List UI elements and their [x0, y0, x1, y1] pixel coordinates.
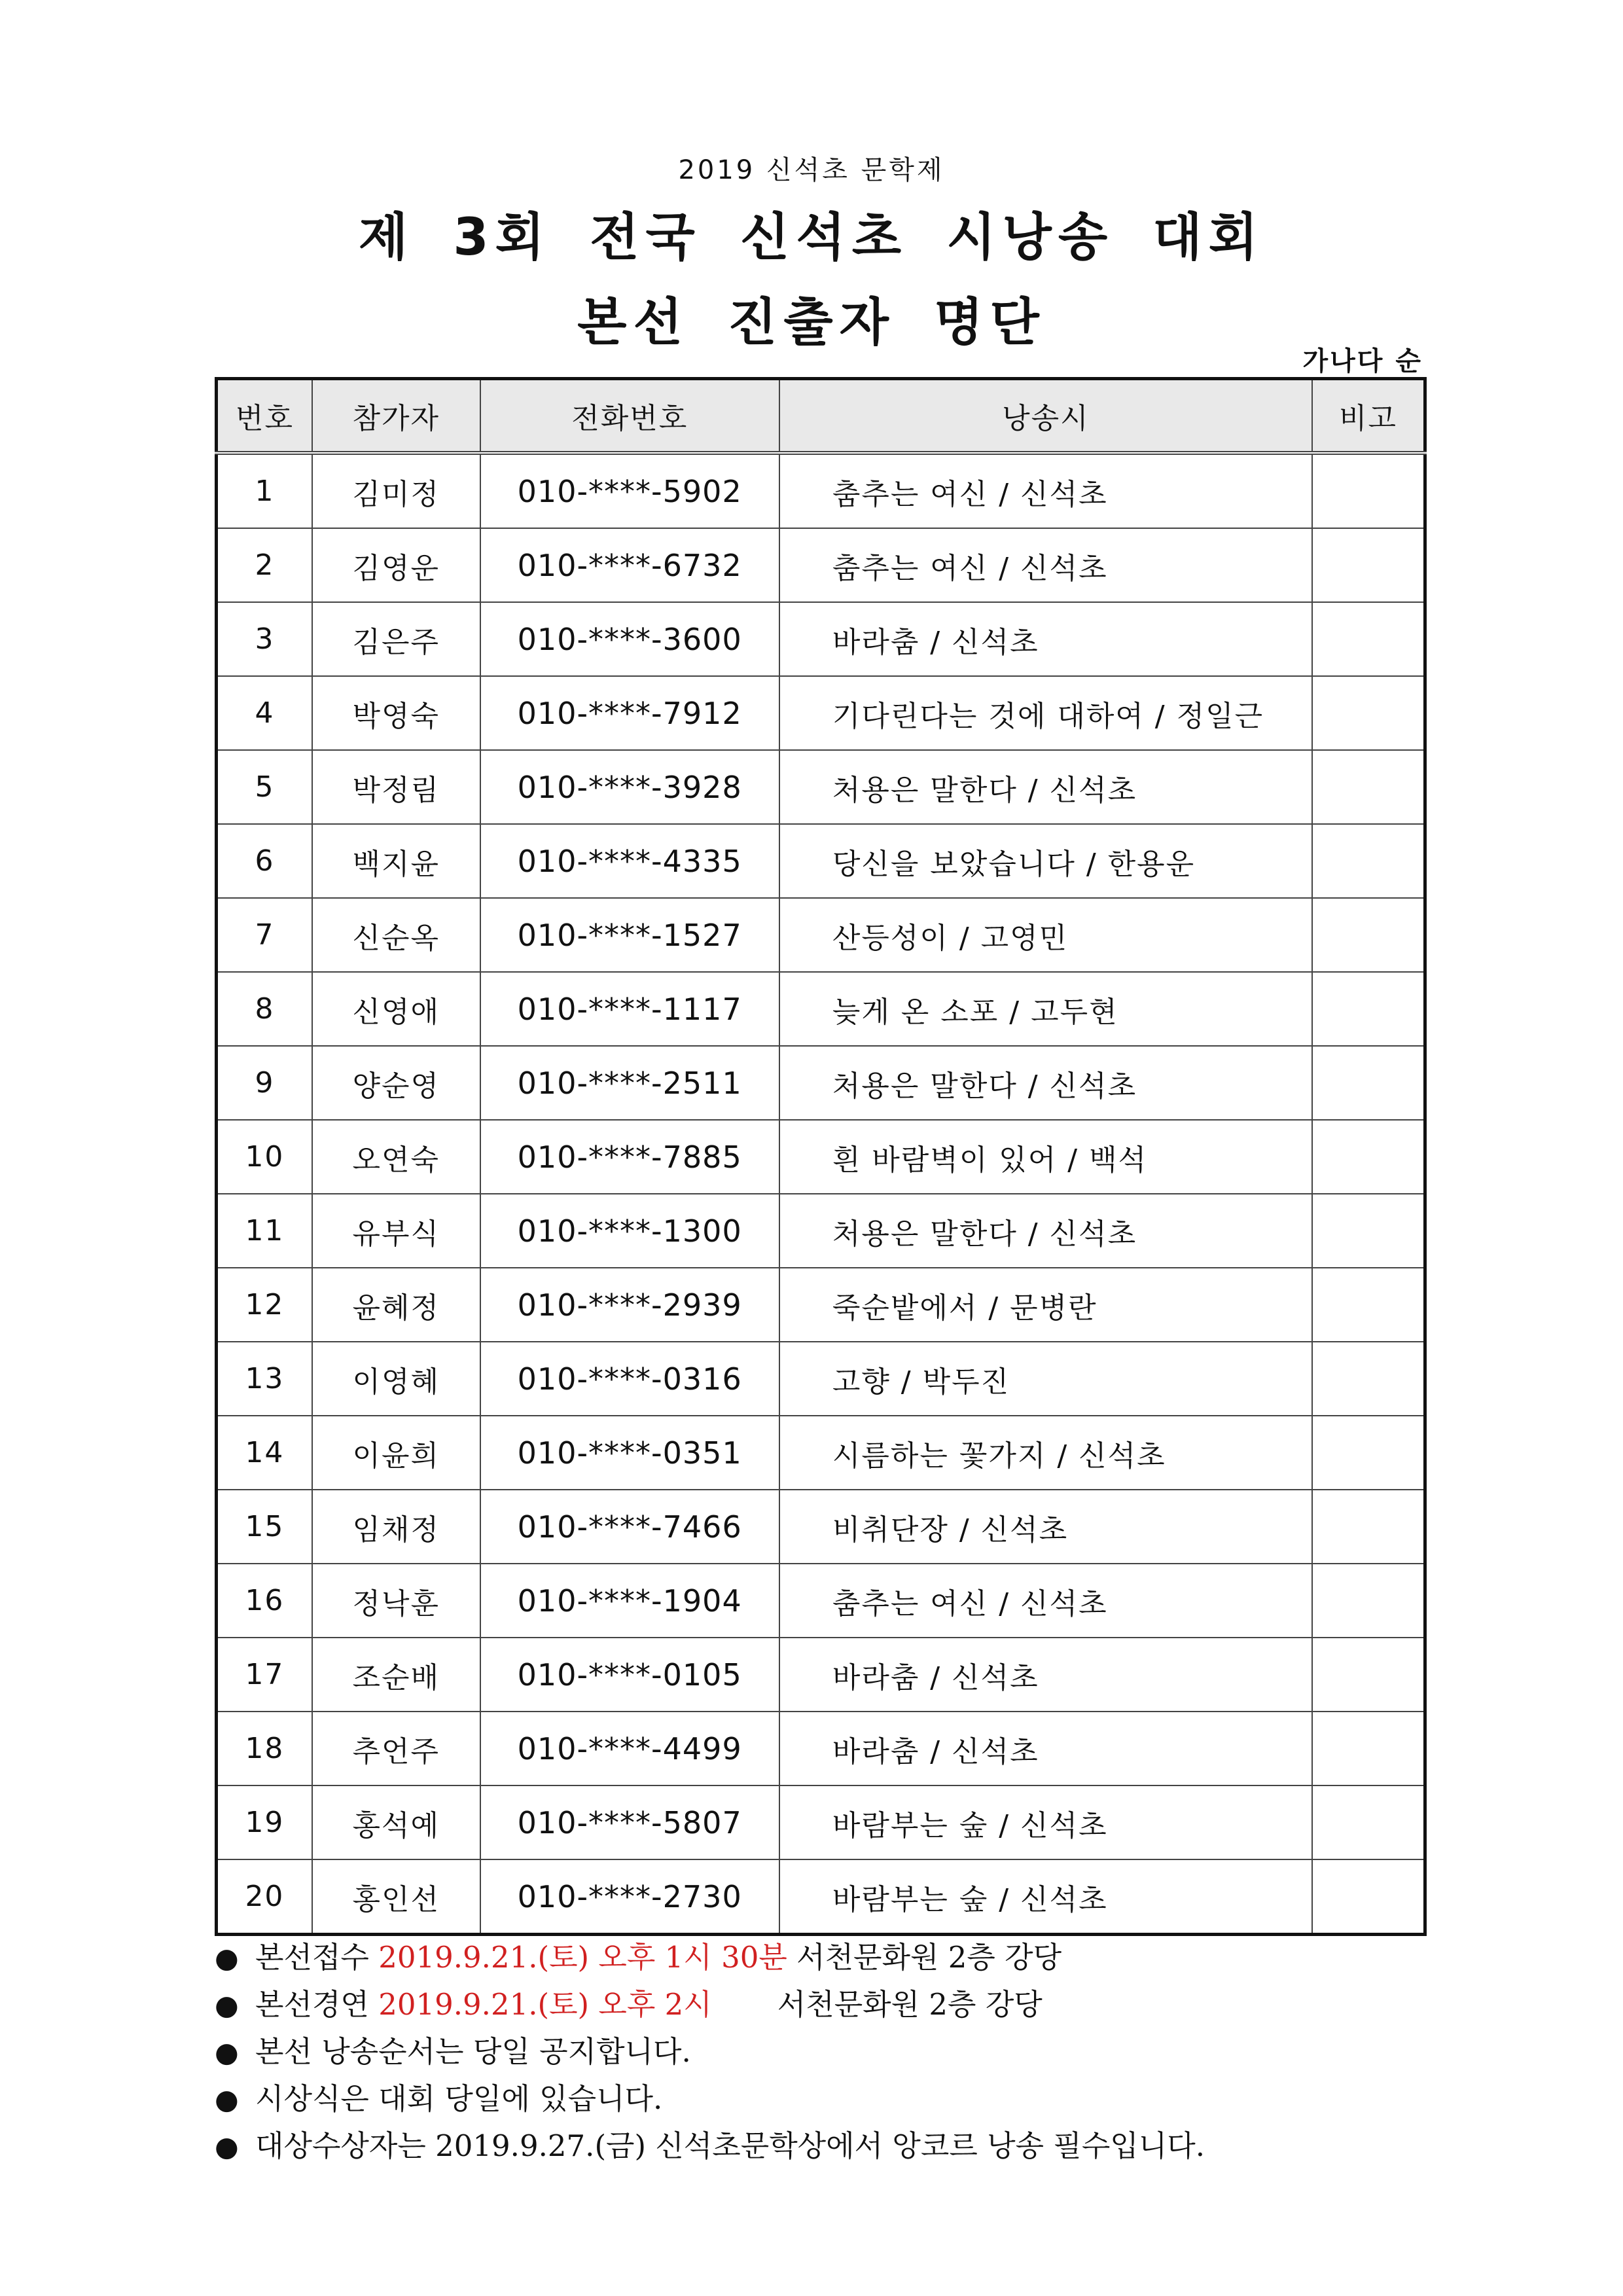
cell-note: [1312, 1268, 1425, 1342]
cell-participant: 신순옥: [312, 898, 480, 972]
cell-number: 13: [217, 1342, 312, 1416]
cell-note: [1312, 1194, 1425, 1268]
cell-phone: 010-****-0316: [480, 1342, 779, 1416]
cell-note: [1312, 824, 1425, 898]
cell-phone: 010-****-3928: [480, 750, 779, 824]
cell-poem: 바람부는 숲 / 신석초: [779, 1785, 1312, 1859]
cell-number: 1: [217, 453, 312, 528]
cell-participant: 이영혜: [312, 1342, 480, 1416]
notice-text: 본선 낭송순서는 당일 공지합니다.: [255, 2034, 691, 2069]
cell-phone: 010-****-7885: [480, 1120, 779, 1194]
notice-item: [215, 2028, 1458, 2075]
cell-note: [1312, 528, 1425, 602]
notice-item: [215, 2123, 1458, 2170]
cell-number: 14: [217, 1416, 312, 1490]
table-row: [217, 1490, 1425, 1564]
cell-phone: 010-****-1904: [480, 1564, 779, 1638]
cell-number: 2: [217, 528, 312, 602]
cell-note: [1312, 898, 1425, 972]
cell-participant: 양순영: [312, 1046, 480, 1120]
cell-participant: 김은주: [312, 602, 480, 676]
cell-phone: 010-****-2939: [480, 1268, 779, 1342]
cell-phone: 010-****-1300: [480, 1194, 779, 1268]
bullet-icon: ●: [215, 2130, 239, 2162]
cell-note: [1312, 676, 1425, 750]
cell-phone: 010-****-0351: [480, 1416, 779, 1490]
finalist-table: [215, 377, 1427, 1936]
notice-datetime: 2019.9.21.(토) 오후 2시: [378, 1987, 712, 2022]
cell-poem: 흰 바람벽이 있어 / 백석: [779, 1120, 1312, 1194]
notice-venue: 서천문화원 2층 강당: [777, 1987, 1043, 2022]
table-row: [217, 602, 1425, 676]
cell-note: [1312, 750, 1425, 824]
cell-phone: 010-****-5807: [480, 1785, 779, 1859]
cell-number: 7: [217, 898, 312, 972]
cell-phone: 010-****-4335: [480, 824, 779, 898]
table-row: [217, 676, 1425, 750]
bullet-icon: ●: [215, 1989, 239, 2021]
cell-note: [1312, 1416, 1425, 1490]
cell-number: 15: [217, 1490, 312, 1564]
table-row: [217, 1046, 1425, 1120]
cell-number: 4: [217, 676, 312, 750]
cell-poem: 당신을 보았습니다 / 한용운: [779, 824, 1312, 898]
cell-poem: 고향 / 박두진: [779, 1342, 1312, 1416]
cell-participant: 유부식: [312, 1194, 480, 1268]
cell-note: [1312, 453, 1425, 528]
notice-item: [215, 2075, 1458, 2123]
bullet-icon: ●: [215, 2036, 239, 2068]
cell-note: [1312, 1638, 1425, 1712]
cell-participant: 홍인선: [312, 1859, 480, 1935]
column-header-note: 비고: [1312, 379, 1425, 454]
cell-participant: 홍석예: [312, 1785, 480, 1859]
cell-participant: 박정림: [312, 750, 480, 824]
cell-number: 10: [217, 1120, 312, 1194]
cell-number: 17: [217, 1638, 312, 1712]
table-row: [217, 1120, 1425, 1194]
cell-poem: 시름하는 꽃가지 / 신석초: [779, 1416, 1312, 1490]
notice-item: [215, 1934, 1458, 1981]
page-subtitle: 본선 진출자 명단: [577, 293, 1046, 352]
table-row: [217, 1564, 1425, 1638]
notice-list: [215, 1934, 1458, 2170]
bullet-icon: ●: [215, 2083, 239, 2115]
table-row: [217, 1638, 1425, 1712]
table-row: [217, 1342, 1425, 1416]
cell-participant: 김영운: [312, 528, 480, 602]
cell-participant: 신영애: [312, 972, 480, 1046]
cell-phone: 010-****-1527: [480, 898, 779, 972]
notice-venue: 서천문화원 2층 강당: [796, 1940, 1062, 1975]
table-row: [217, 972, 1425, 1046]
cell-poem: 춤추는 여신 / 신석초: [779, 1564, 1312, 1638]
cell-participant: 백지윤: [312, 824, 480, 898]
cell-poem: 처용은 말한다 / 신석초: [779, 1194, 1312, 1268]
cell-note: [1312, 602, 1425, 676]
cell-note: [1312, 1785, 1425, 1859]
cell-number: 8: [217, 972, 312, 1046]
cell-number: 19: [217, 1785, 312, 1859]
notice-text: 시상식은 대회 당일에 있습니다.: [255, 2081, 663, 2116]
column-header-number: 번호: [217, 379, 312, 454]
cell-phone: 010-****-2730: [480, 1859, 779, 1935]
table-row: [217, 1859, 1425, 1935]
cell-poem: 바라춤 / 신석초: [779, 1712, 1312, 1785]
cell-note: [1312, 1712, 1425, 1785]
column-header-poem: 낭송시: [779, 379, 1312, 454]
cell-note: [1312, 1859, 1425, 1935]
cell-participant: 정낙훈: [312, 1564, 480, 1638]
table-row: [217, 1712, 1425, 1785]
cell-note: [1312, 1120, 1425, 1194]
cell-poem: 춤추는 여신 / 신석초: [779, 453, 1312, 528]
column-header-participant: 참가자: [312, 379, 480, 454]
cell-number: 12: [217, 1268, 312, 1342]
cell-poem: 바라춤 / 신석초: [779, 602, 1312, 676]
cell-phone: 010-****-4499: [480, 1712, 779, 1785]
table-row: [217, 898, 1425, 972]
cell-poem: 산등성이 / 고영민: [779, 898, 1312, 972]
cell-number: 11: [217, 1194, 312, 1268]
cell-number: 9: [217, 1046, 312, 1120]
cell-phone: 010-****-0105: [480, 1638, 779, 1712]
cell-note: [1312, 1342, 1425, 1416]
cell-phone: 010-****-6732: [480, 528, 779, 602]
sort-order-note: 가나다 순: [1302, 346, 1423, 376]
cell-poem: 죽순밭에서 / 문병란: [779, 1268, 1312, 1342]
cell-participant: 윤혜정: [312, 1268, 480, 1342]
cell-poem: 비취단장 / 신석초: [779, 1490, 1312, 1564]
table-row: [217, 750, 1425, 824]
table-row: [217, 1785, 1425, 1859]
cell-poem: 처용은 말한다 / 신석초: [779, 1046, 1312, 1120]
table-row: [217, 528, 1425, 602]
column-header-phone: 전화번호: [480, 379, 779, 454]
cell-participant: 오연숙: [312, 1120, 480, 1194]
cell-participant: 추언주: [312, 1712, 480, 1785]
table-row: [217, 824, 1425, 898]
cell-participant: 김미정: [312, 453, 480, 528]
cell-note: [1312, 972, 1425, 1046]
cell-note: [1312, 1564, 1425, 1638]
cell-phone: 010-****-3600: [480, 602, 779, 676]
cell-participant: 조순배: [312, 1638, 480, 1712]
notice-text: 대상수상자는 2019.9.27.(금) 신석초문학상에서 앙코르 낭송 필수입니다.: [255, 2128, 1205, 2163]
table-row: [217, 1268, 1425, 1342]
cell-note: [1312, 1046, 1425, 1120]
cell-number: 16: [217, 1564, 312, 1638]
notice-datetime: 2019.9.21.(토) 오후 1시 30분: [378, 1940, 787, 1975]
cell-poem: 춤추는 여신 / 신석초: [779, 528, 1312, 602]
event-subtitle: 2019 신석초 문학제: [678, 155, 945, 185]
cell-number: 5: [217, 750, 312, 824]
cell-poem: 처용은 말한다 / 신석초: [779, 750, 1312, 824]
table-row: [217, 1194, 1425, 1268]
cell-number: 3: [217, 602, 312, 676]
cell-note: [1312, 1490, 1425, 1564]
cell-participant: 박영숙: [312, 676, 480, 750]
cell-phone: 010-****-5902: [480, 453, 779, 528]
cell-number: 6: [217, 824, 312, 898]
table-row: [217, 453, 1425, 528]
table-body: [217, 453, 1425, 1935]
cell-number: 20: [217, 1859, 312, 1935]
bullet-icon: ●: [215, 1942, 239, 1974]
cell-phone: 010-****-1117: [480, 972, 779, 1046]
cell-participant: 임채정: [312, 1490, 480, 1564]
cell-poem: 바람부는 숲 / 신석초: [779, 1859, 1312, 1935]
notice-item: [215, 1981, 1458, 2028]
notice-label: 본선접수: [255, 1940, 369, 1975]
cell-phone: 010-****-2511: [480, 1046, 779, 1120]
cell-participant: 이윤희: [312, 1416, 480, 1490]
notice-label: 본선경연: [255, 1987, 369, 2022]
cell-phone: 010-****-7912: [480, 676, 779, 750]
cell-poem: 기다린다는 것에 대하여 / 정일근: [779, 676, 1312, 750]
cell-poem: 바라춤 / 신석초: [779, 1638, 1312, 1712]
table-header-row: [217, 379, 1425, 454]
page-title: 제 3회 전국 신석초 시낭송 대회: [358, 208, 1265, 267]
cell-phone: 010-****-7466: [480, 1490, 779, 1564]
cell-number: 18: [217, 1712, 312, 1785]
table-row: [217, 1416, 1425, 1490]
cell-poem: 늦게 온 소포 / 고두현: [779, 972, 1312, 1046]
